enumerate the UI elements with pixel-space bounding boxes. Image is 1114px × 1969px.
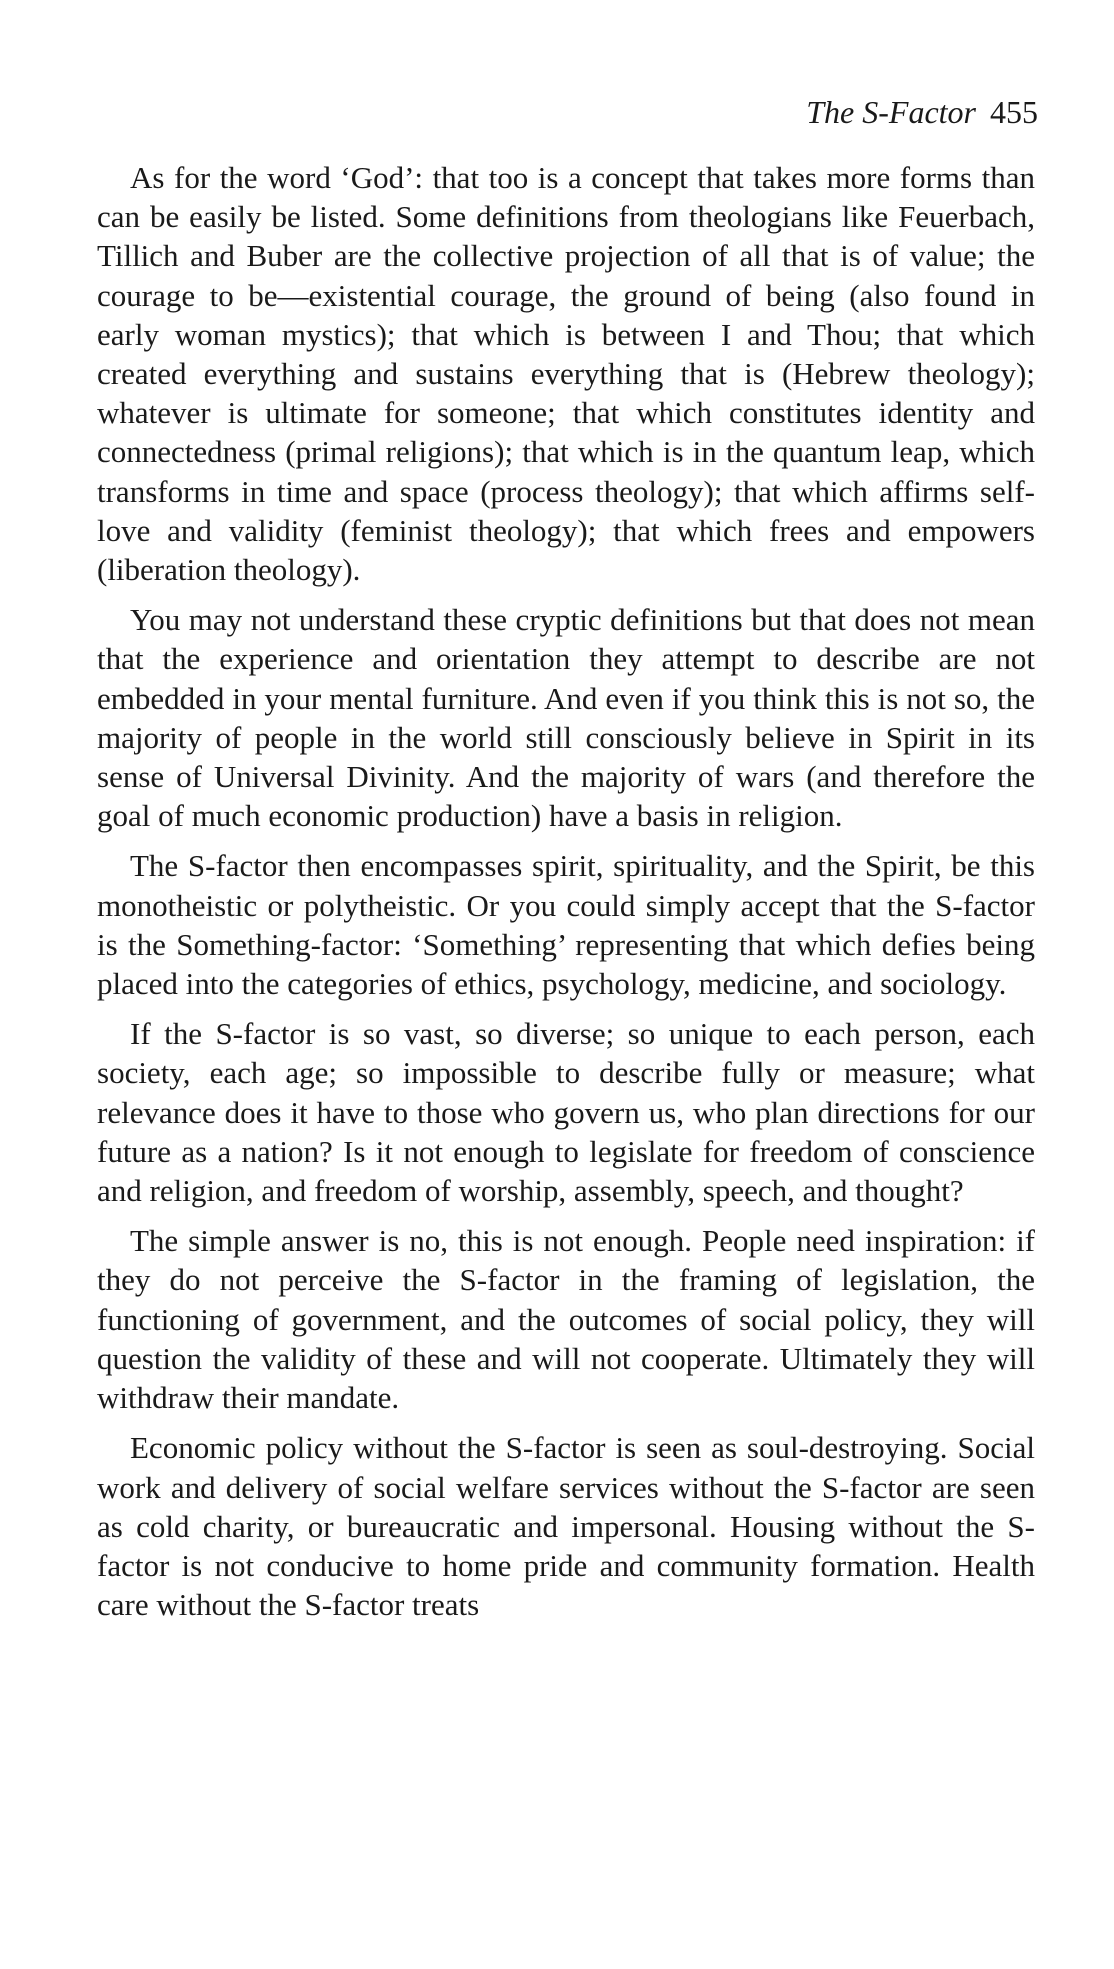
paragraph-economic-policy: Economic policy without the S-factor is seen as soul-destroying. Social work and delivery of social welfare services without the S-factor are seen as cold charity, or bureaucratic and impersonal. Housing without the S-factor is not conducive to home pride and community formation. Health care without the S-factor treats [97, 1430, 1035, 1623]
paragraph-cryptic-definitions: You may not understand these cryptic definitions but that does not mean that the experience and orientation they attempt to describe are not embedded in your mental furniture. And even if you think this is not so, the majority of people in the world still consciously believe in Spirit in its sense of Universal Divinity. And the majority of wars (and therefore the goal of much economic production) have a basis in religion. [97, 602, 1035, 834]
paragraph-s-factor-encompasses: The S-factor then encompasses spirit, spirituality, and the Spirit, be this monotheistic or polytheistic. Or you could simply accept that the S-factor is the Something-factor: ‘Something’ representing that which defies being placed into the categories of ethics, psychology, medicine, and sociology. [97, 848, 1035, 1002]
paragraph-relevance-question: If the S-factor is so vast, so diverse; so unique to each person, each society, each age; so impossible to describe fully or measure; what relevance does it have to those who govern us, who plan directions for our future as a nation? Is it not enough to legislate for freedom of conscience and religion, and freedom of worship, assembly, speech, and thought? [97, 1016, 1035, 1209]
running-title: The S-Factor [806, 94, 976, 130]
running-head [806, 92, 1038, 132]
page-number: 455 [990, 94, 1038, 130]
paragraph-god-definitions: As for the word ‘God’: that too is a concept that takes more forms than can be easily be listed. Some definitions from theologians like Feuerbach, Tillich and Buber are the collective projection of all that is of value; the courage to be—existential courage, the ground of being (also found in early woman mystics); that which is between I and Thou; that which created everything and sustains everything that is (Hebrew theology); whatever is ultimate for someone; that which constitutes identity and connectedness (primal religions); that which is in the quantum leap, which transforms in time and space (process theology); that which affirms self-love and validity (feminist theology); that which frees and empowers (liberation theology). [97, 160, 1035, 588]
body-text [97, 158, 1035, 1635]
paragraph-simple-answer: The simple answer is no, this is not enough. People need inspiration: if they do not perceive the S-factor in the framing of legislation, the functioning of government, and the outcomes of social policy, they will question the validity of these and will not cooperate. Ultimately they will withdraw their mandate. [97, 1223, 1035, 1416]
